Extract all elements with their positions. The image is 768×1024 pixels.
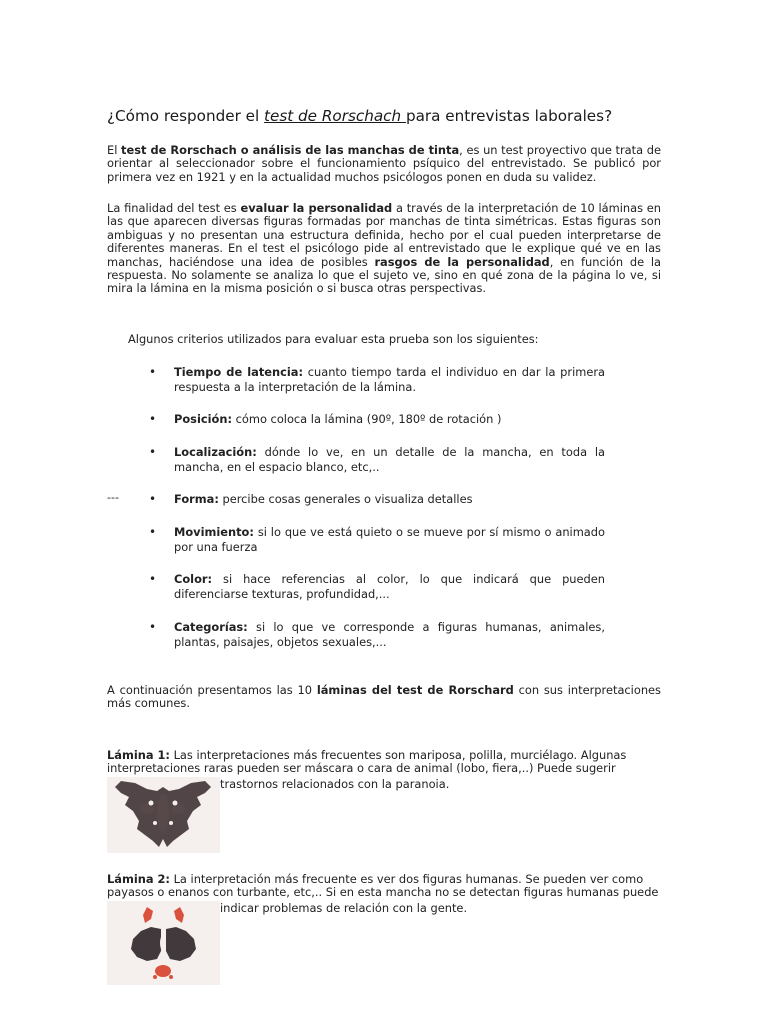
lamina-1-image xyxy=(107,777,220,853)
lamina-1-text-cont: trastornos relacionados con la paranoia. xyxy=(220,777,450,791)
paragraph-laminas: A continuación presentamos las 10 láminas del test de Rorschard con sus interpretaciones más comunes. xyxy=(107,683,661,711)
lamina-2-text-cont: indicar problemas de relación con la gente. xyxy=(220,901,468,915)
bullet-icon: • xyxy=(149,525,157,539)
lamina-2-image xyxy=(107,901,220,985)
bullet-icon: • xyxy=(149,572,157,586)
title-link[interactable]: test de Rorschach xyxy=(264,107,406,125)
lamina-1-text: Lámina 1: Las interpretaciones más frecuentes son mariposa, polilla, murciélago. Algunas interpretaciones raras pueden ser máscara o cara de animal (lobo, fiera,..) Puede sugerir xyxy=(107,748,627,776)
bullet-icon: • xyxy=(149,620,157,634)
bullet-icon: • xyxy=(149,412,157,426)
bullet-icon: • xyxy=(149,492,157,506)
criteria-intro: Algunos criterios utilizados para evaluar esta prueba son los siguientes: xyxy=(128,332,539,346)
page-title: ¿Cómo responder el test de Rorschach para entrevistas laborales? xyxy=(107,107,613,125)
bullet-icon: • xyxy=(149,365,157,379)
paragraph-intro: El test de Rorschach o análisis de las manchas de tinta, es un test proyectivo que trata de orientar al seleccionador sobre el funcionamiento psíquico del entrevistado. Se publicó por primera vez en 1921 y en la actualidad muchos psicólogos ponen en duda su validez. xyxy=(107,143,662,184)
lamina-2-text: Lámina 2: La interpretación más frecuente es ver dos figuras humanas. Se pueden ver como payasos o enanos con turbante, etc,.. Si en esta mancha no se detectan figuras humanas puede xyxy=(107,872,659,900)
bullet-icon: • xyxy=(149,445,157,459)
paragraph-purpose: La finalidad del test es evaluar la personalidad a través de la interpretación de 10 láminas en las que aparecen diversas figuras formadas por manchas de tinta simétricas. Estas figuras son ambiguas y no presentan una estructura definida, hecho por el cual pueden interpretarse de diferentes maneras. En el test el psicólogo pide al entrevistado que le explique qué ve en las manchas, haciéndose una idea de posibles rasgos de la personalidad, en función de la respuesta. No solamente se analiza lo que el sujeto ve, sino en qué zona de la página lo ve, si mira la lámina en la misma posición o si busca otras perspectivas. xyxy=(107,201,661,296)
dash-separator: --- xyxy=(107,491,119,504)
